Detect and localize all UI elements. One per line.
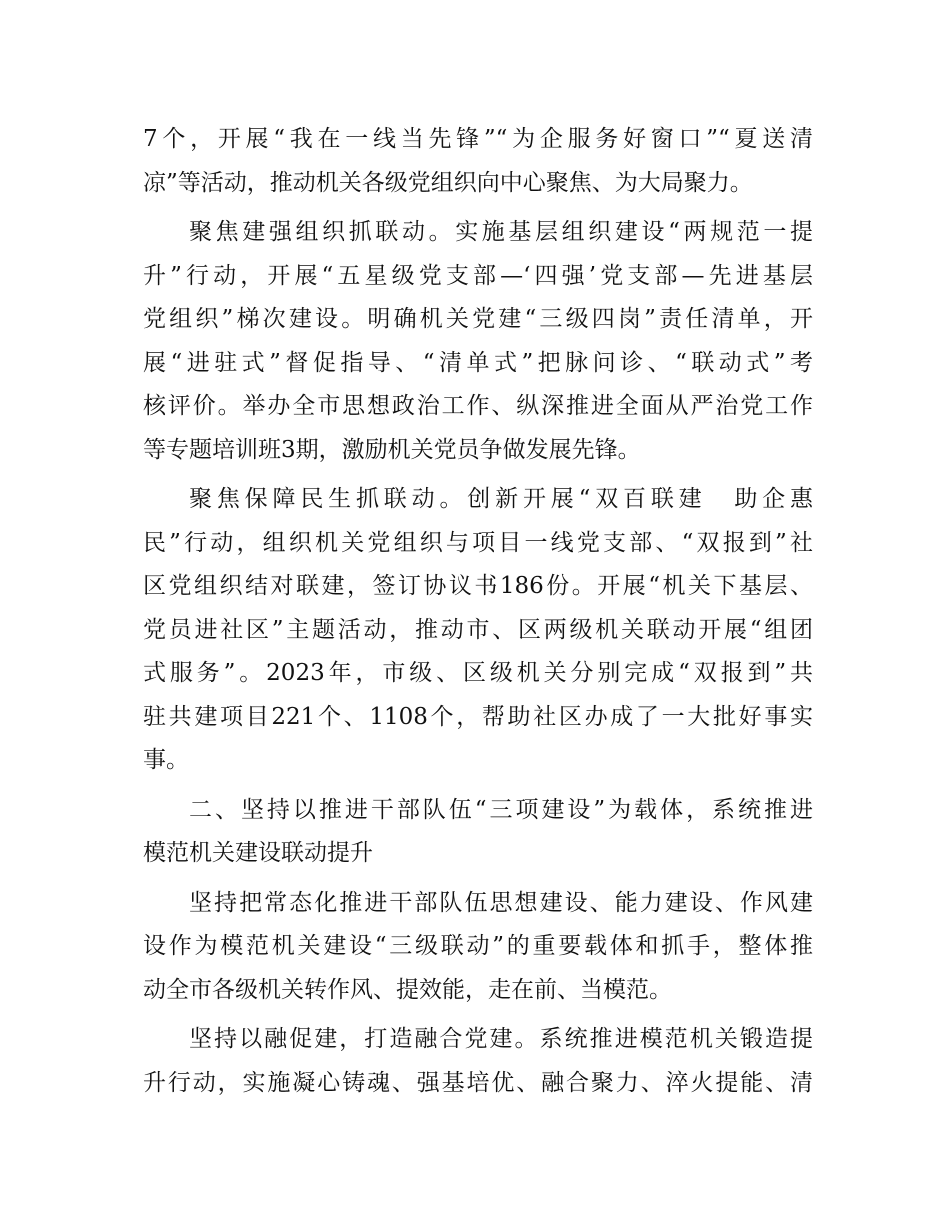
text-line: 升”行动，开展“五星级党支部—‘四强’党支部—先进基层 (143, 262, 813, 289)
text-line: 聚焦保障民生抓联动。创新开展“双百联建 助企惠 (189, 486, 813, 512)
text-line: 核评价。举办全市思想政治工作、纵深推进全面从严治党工作 (143, 393, 813, 419)
text-line: 设作为模范机关建设“三级联动”的重要载体和抓手，整体推 (143, 933, 813, 959)
text-line: 展“进驻式”督促指导、“清单式”把脉问诊、“联动式”考 (143, 349, 813, 376)
text-line: 等专题培训班3期，激励机关党员争做发展先锋。 (143, 436, 641, 463)
text-line: 二、坚持以推进干部队伍“三项建设”为载体，系统推进 (189, 796, 813, 823)
text-line: 动全市各级机关转作风、提效能，走在前、当模范。 (143, 976, 672, 1003)
text-line: 模范机关建设联动提升 (143, 840, 373, 866)
paragraph (143, 118, 813, 205)
text-line: 坚持以融促建，打造融合党建。系统推进模范机关锻造提 (189, 1026, 813, 1052)
text-line: 驻共建项目221个、1108个，帮助社区办成了一大批好事实 (143, 703, 813, 730)
paragraph (143, 478, 813, 783)
paragraph (143, 882, 813, 1013)
text-line: 民”行动，组织机关党组织与项目一线党支部、“双报到”社 (143, 529, 813, 556)
paragraph (143, 211, 813, 472)
text-line: 党员进社区”主题活动，推动市、区两级机关联动开展“组团 (143, 616, 813, 643)
text-line: 凉”等活动，推动机关各级党组织向中心聚焦、为大局聚力。 (143, 169, 753, 196)
document-body (143, 118, 813, 1105)
text-line: 7个，开展“我在一线当先锋”“为企服务好窗口”“夏送清 (143, 126, 813, 152)
text-line: 升行动，实施凝心铸魂、强基培优、融合聚力、淬火提能、清 (143, 1069, 813, 1096)
paragraph (143, 1018, 813, 1105)
section-heading (143, 789, 813, 876)
text-line: 区党组织结对联建，签订协议书186份。开展“机关下基层、 (143, 573, 813, 599)
text-line: 坚持把常态化推进干部队伍思想建设、能力建设、作风建 (189, 889, 813, 916)
text-line: 事。 (143, 747, 189, 773)
text-line: 党组织”梯次建设。明确机关党建“三级四岗”责任清单，开 (143, 306, 813, 332)
text-line: 式服务”。2023年，市级、区级机关分别完成“双报到”共 (143, 660, 813, 686)
text-line: 聚焦建强组织抓联动。实施基层组织建设“两规范一提 (189, 219, 813, 245)
